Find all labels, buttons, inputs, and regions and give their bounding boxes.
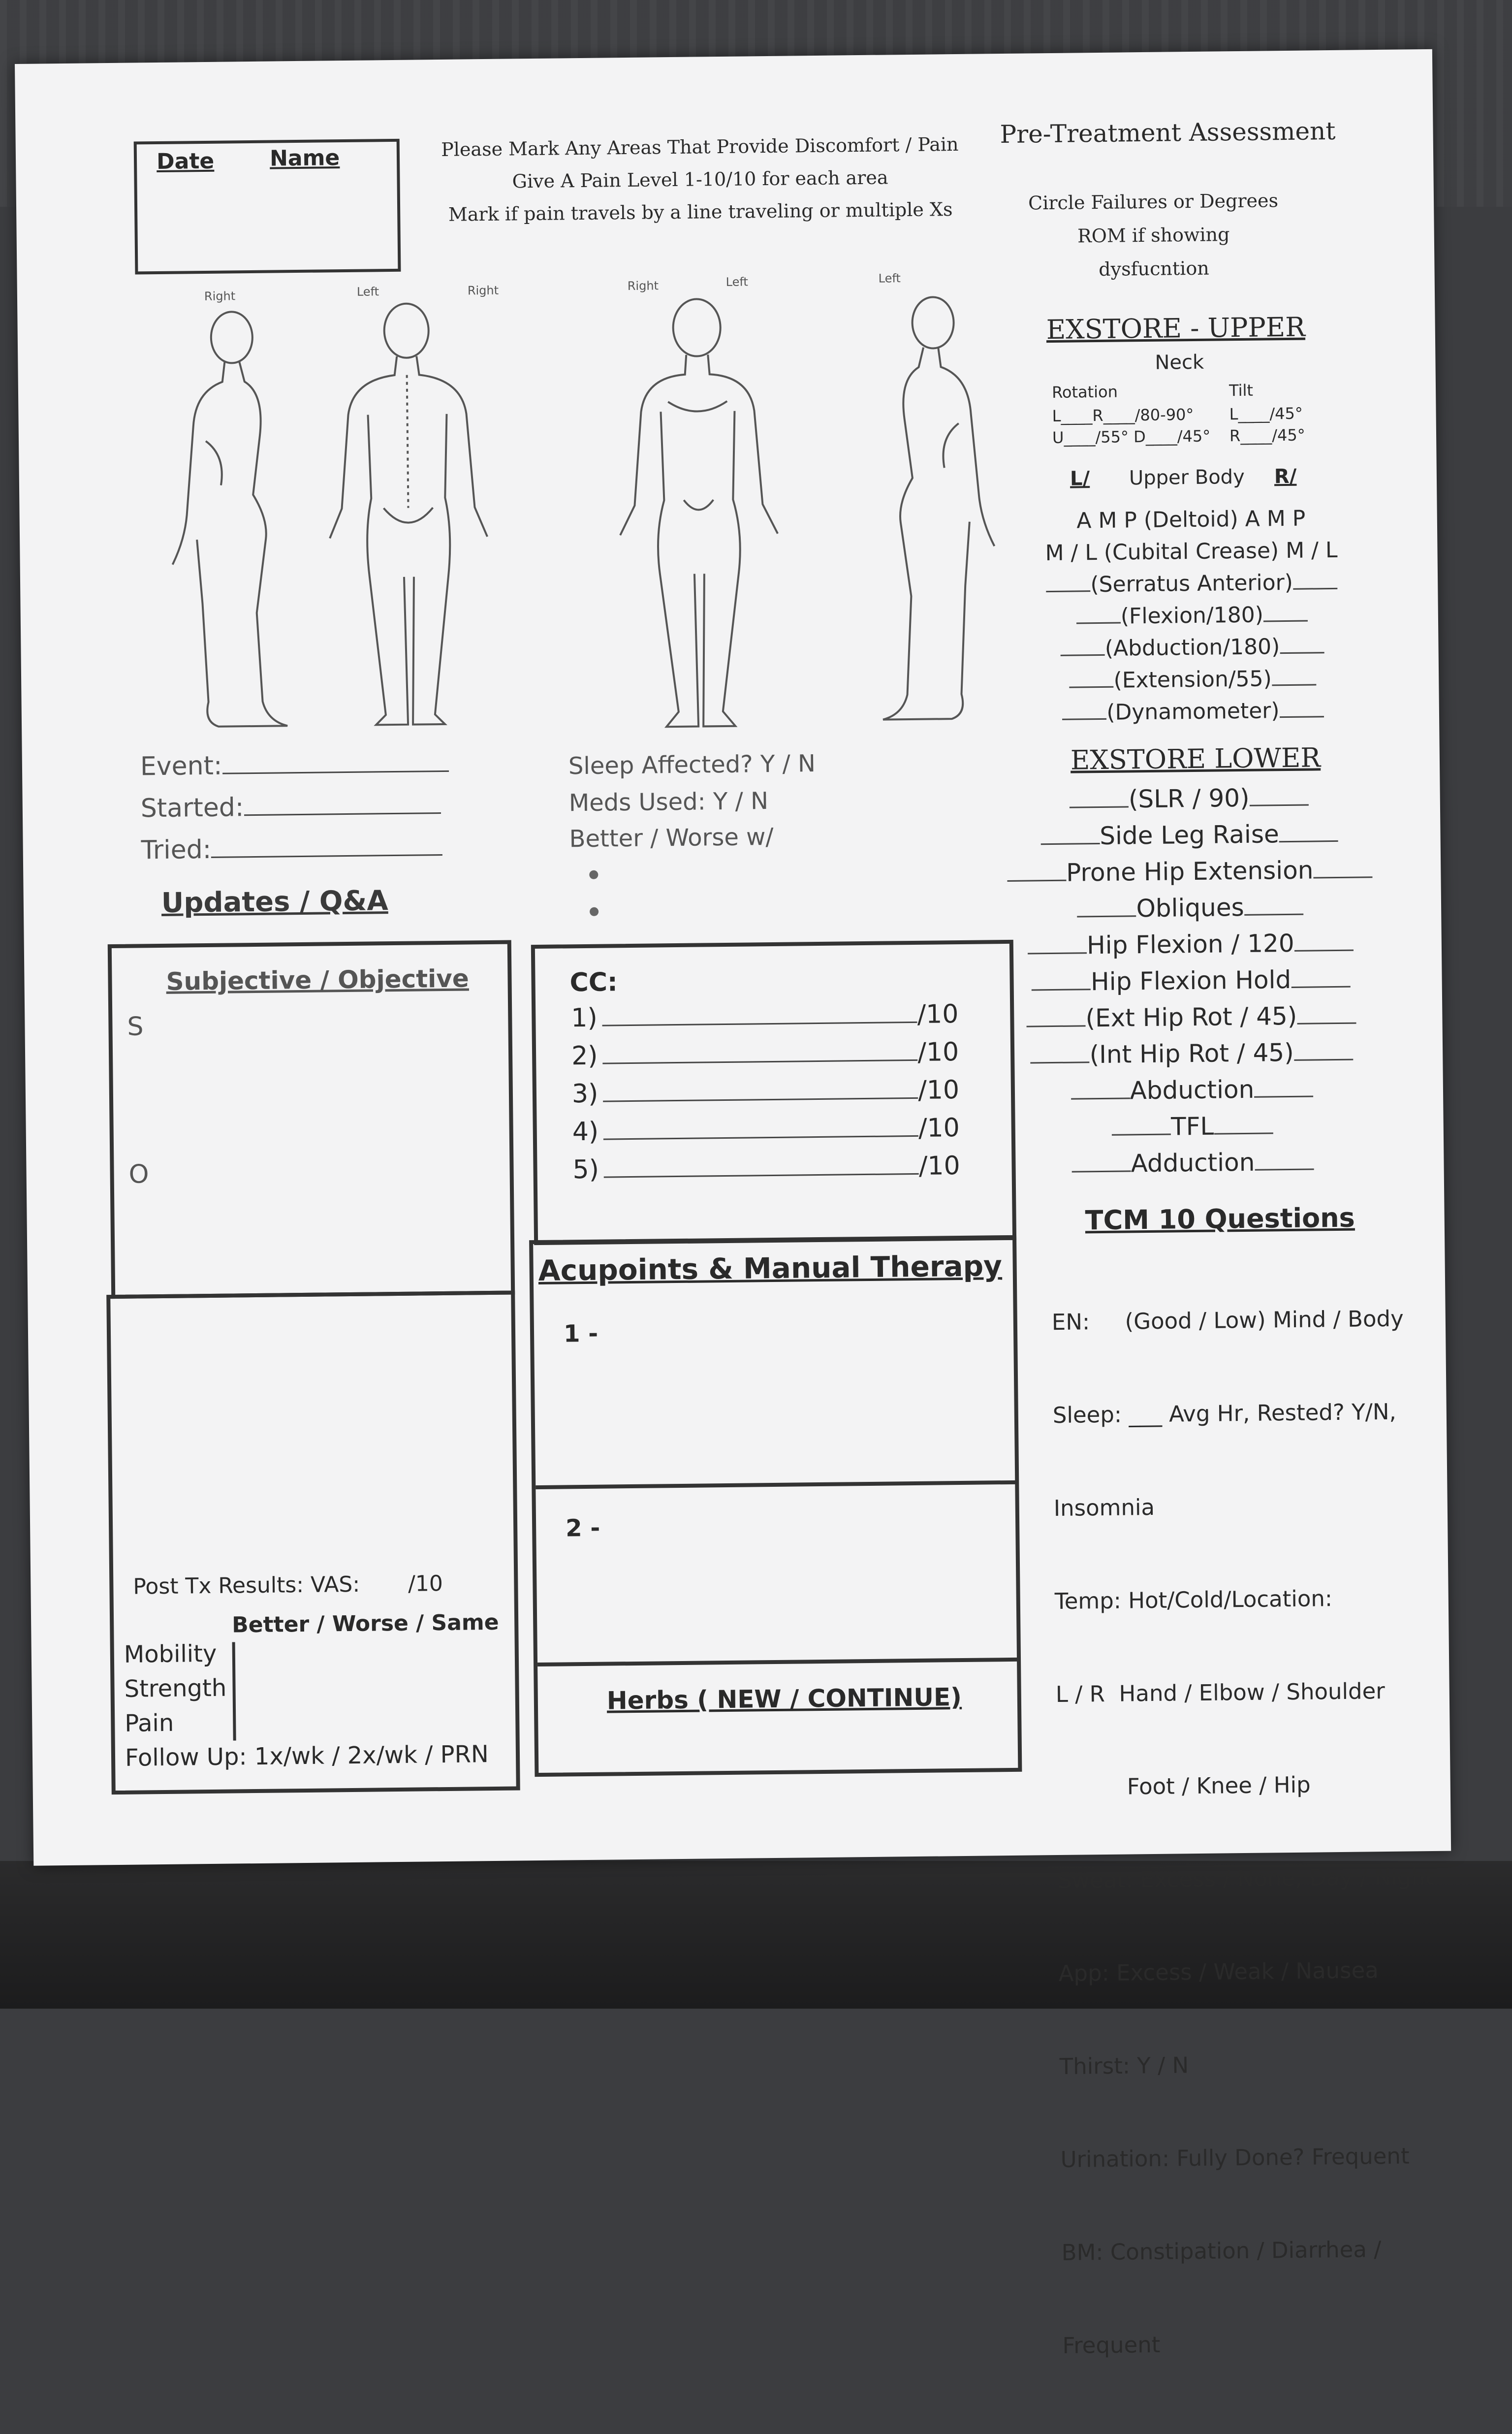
rotation-label: Rotation	[1051, 382, 1118, 402]
follow-up: Follow Up: 1x/wk / 2x/wk / PRN	[125, 1740, 489, 1772]
meds-used[interactable]: Meds Used: Y / N	[568, 787, 769, 817]
cc-item-2-num: 2)	[571, 1041, 598, 1071]
tcm-line-frequent[interactable]: Frequent	[1062, 2331, 1161, 2359]
strength-label: Strength	[124, 1674, 227, 1703]
circle-note	[1010, 184, 1297, 287]
instruction-line-1: Please Mark Any Areas That Provide Discomfort / Pain	[441, 133, 959, 160]
lower-test-ext-hip-rot[interactable]: (Ext Hip Rot / 45)	[999, 997, 1384, 1037]
circle-note-line-2: ROM if showing	[1077, 224, 1230, 247]
started-label: Started:	[140, 793, 244, 824]
tcm-line-urination[interactable]: Urination: Fully Done? Frequent	[1060, 2143, 1410, 2173]
tcm-title: TCM 10 Questions	[1085, 1202, 1355, 1236]
body-figure-side-right[interactable]	[165, 307, 297, 732]
lower-test-hip-flexion-hold[interactable]: Hip Flexion Hold	[999, 961, 1383, 1001]
rotation-line-2[interactable]: U____/55° D____/45°	[1052, 426, 1211, 447]
intake-form-sheet	[15, 49, 1451, 2359]
cc-item-1-num: 1)	[571, 1003, 598, 1033]
lower-test-obliques[interactable]: Obliques	[998, 888, 1383, 928]
name-label: Name	[269, 145, 340, 171]
herbs-title: Herbs ( NEW / CONTINUE)	[606, 1683, 962, 1715]
tcm-line-temp[interactable]: Temp: Hot/Cold/Location:	[1054, 1585, 1333, 1615]
lower-test-int-hip-rot[interactable]: (Int Hip Rot / 45)	[1000, 1033, 1384, 1074]
acupoints-item-1: 1 -	[563, 1319, 598, 1348]
updates-qa-title: Updates / Q&A	[161, 885, 388, 919]
lower-test-prone-hip-extension[interactable]: Prone Hip Extension	[998, 851, 1382, 892]
upper-test-extension[interactable]: (Extension/55)	[1025, 662, 1360, 697]
left-mark: L/	[1070, 467, 1090, 490]
cc-item-2[interactable]	[571, 1037, 959, 1071]
tcm-line-sweat[interactable]: Sweat: Excess / None, Day / Night	[1057, 1863, 1434, 1894]
tcm-line-upper-limbs[interactable]: L / R Hand / Elbow / Shoulder	[1055, 1678, 1386, 1708]
circle-note-line-1: Circle Failures or Degrees	[1028, 190, 1279, 214]
upper-test-abduction[interactable]: (Abduction/180)	[1025, 630, 1360, 665]
acupoints-item-2: 2 -	[565, 1514, 600, 1542]
cc-item-2-suffix: /10	[917, 1037, 959, 1067]
sleep-affected[interactable]: Sleep Affected? Y / N	[568, 750, 816, 780]
bullet-dot-2	[590, 907, 598, 916]
event-field[interactable]	[140, 749, 449, 782]
exstore-upper-title: EXSTORE - UPPER	[1046, 311, 1306, 346]
figure-label-right-3: Right	[627, 279, 659, 293]
cc-item-1-suffix: /10	[917, 999, 959, 1029]
lower-test-tfl[interactable]: TFL	[1000, 1106, 1385, 1147]
subjective-objective-box[interactable]	[108, 940, 515, 1299]
cc-item-4-num: 4)	[572, 1117, 599, 1147]
tcm-line-appetite[interactable]: App: Excess / Weak / Nausea	[1058, 1957, 1379, 1987]
tcm-line-bm[interactable]: BM: Constipation / Diarrhea /	[1061, 2236, 1382, 2266]
cc-item-4-suffix: /10	[918, 1113, 960, 1143]
cc-item-3-num: 3)	[571, 1079, 598, 1109]
assessment-title: Pre-Treatment Assessment	[1000, 116, 1336, 149]
right-mark: R/	[1274, 465, 1297, 488]
tried-field[interactable]	[141, 833, 442, 865]
started-field[interactable]	[141, 791, 441, 823]
upper-test-dynamometer[interactable]: (Dynamometer)	[1026, 694, 1361, 729]
tcm-line-energy[interactable]: EN: (Good / Low) Mind / Body	[1051, 1305, 1404, 1336]
subjective-objective-title: Subjective / Objective	[166, 964, 470, 996]
date-name-box[interactable]	[134, 139, 401, 275]
tcm-line-thirst[interactable]: Thirst: Y / N	[1059, 2052, 1189, 2080]
upper-test-cubital[interactable]: M / L (Cubital Crease) M / L	[1045, 537, 1338, 566]
pain-label: Pain	[125, 1709, 174, 1737]
rotation-line-1[interactable]: L____R____/80-90°	[1052, 405, 1194, 425]
tcm-line-sleep[interactable]: Sleep: ___ Avg Hr, Rested? Y/N,	[1052, 1398, 1397, 1429]
lower-body-tests	[997, 778, 1385, 1183]
figure-label-left-2: Left	[725, 275, 749, 289]
s-marker: S	[127, 1012, 144, 1042]
upper-test-serratus[interactable]: (Serratus Anterior)	[1024, 566, 1359, 601]
lower-test-hip-flexion[interactable]: Hip Flexion / 120	[998, 924, 1383, 964]
figure-label-left-1: Left	[356, 285, 379, 299]
rating-divider	[232, 1642, 236, 1740]
tcm-line-lower-limbs[interactable]: Foot / Knee / Hip	[1056, 1771, 1311, 1801]
acupoints-box[interactable]	[529, 1235, 1022, 1777]
acupoints-divider-1	[536, 1480, 1018, 1489]
acupoints-title: Acupoints & Manual Therapy	[538, 1249, 1003, 1287]
circle-note-line-3: dysfucntion	[1099, 257, 1209, 280]
cc-item-5[interactable]	[572, 1151, 960, 1185]
cc-item-3[interactable]	[572, 1075, 960, 1109]
tilt-line-2[interactable]: R____/45°	[1229, 425, 1305, 446]
instructions	[419, 128, 981, 231]
cc-item-5-suffix: /10	[918, 1151, 960, 1181]
better-worse-same: Better / Worse / Same	[231, 1609, 499, 1638]
figure-label-right-1: Right	[204, 289, 236, 303]
cc-item-4[interactable]	[572, 1113, 960, 1147]
lower-test-adduction[interactable]: Adduction	[1001, 1143, 1385, 1183]
event-label: Event:	[140, 751, 222, 782]
tried-label: Tried:	[141, 834, 212, 865]
body-figure-side-left[interactable]	[869, 290, 1001, 725]
instruction-line-2: Give A Pain Level 1-10/10 for each area	[512, 166, 888, 192]
mobility-label: Mobility	[124, 1639, 217, 1668]
lower-test-abduction[interactable]: Abduction	[1000, 1070, 1385, 1110]
post-tx-results: Post Tx Results: VAS: /10	[133, 1571, 443, 1600]
exstore-lower-title: EXSTORE LOWER	[1070, 742, 1321, 776]
upper-body-label: Upper Body	[1129, 465, 1245, 490]
cc-item-3-suffix: /10	[917, 1075, 960, 1105]
upper-test-deltoid[interactable]: A M P (Deltoid) A M P	[1076, 506, 1306, 534]
figure-label-right-2: Right	[467, 283, 499, 298]
lower-test-slr[interactable]: (SLR / 90)	[997, 778, 1381, 819]
tilt-label: Tilt	[1228, 381, 1254, 400]
better-worse-with[interactable]: Better / Worse w/	[569, 823, 774, 853]
acupoints-divider-2	[537, 1658, 1020, 1666]
bullet-dot-1	[589, 870, 598, 879]
tcm-questions	[1051, 1241, 1440, 2423]
lower-test-side-leg-raise[interactable]: Side Leg Raise	[997, 815, 1382, 855]
date-label: Date	[156, 148, 215, 174]
cc-item-5-num: 5)	[572, 1154, 599, 1185]
tcm-line-insomnia[interactable]: Insomnia	[1053, 1494, 1155, 1522]
upper-body-tests	[1024, 502, 1361, 729]
cc-title: CC:	[569, 967, 618, 998]
body-figure-back[interactable]	[313, 300, 504, 736]
neck-label: Neck	[1155, 351, 1204, 374]
tilt-line-1[interactable]: L____/45°	[1229, 404, 1303, 424]
post-tx-box[interactable]	[106, 1290, 520, 1794]
figure-label-left-3: Left	[878, 271, 901, 286]
upper-test-flexion[interactable]: (Flexion/180)	[1025, 598, 1360, 633]
instruction-line-3: Mark if pain travels by a line traveling or multiple Xs	[448, 198, 953, 225]
o-marker: O	[128, 1159, 149, 1189]
body-figure-front[interactable]	[603, 292, 794, 737]
cc-item-1[interactable]	[571, 999, 959, 1033]
